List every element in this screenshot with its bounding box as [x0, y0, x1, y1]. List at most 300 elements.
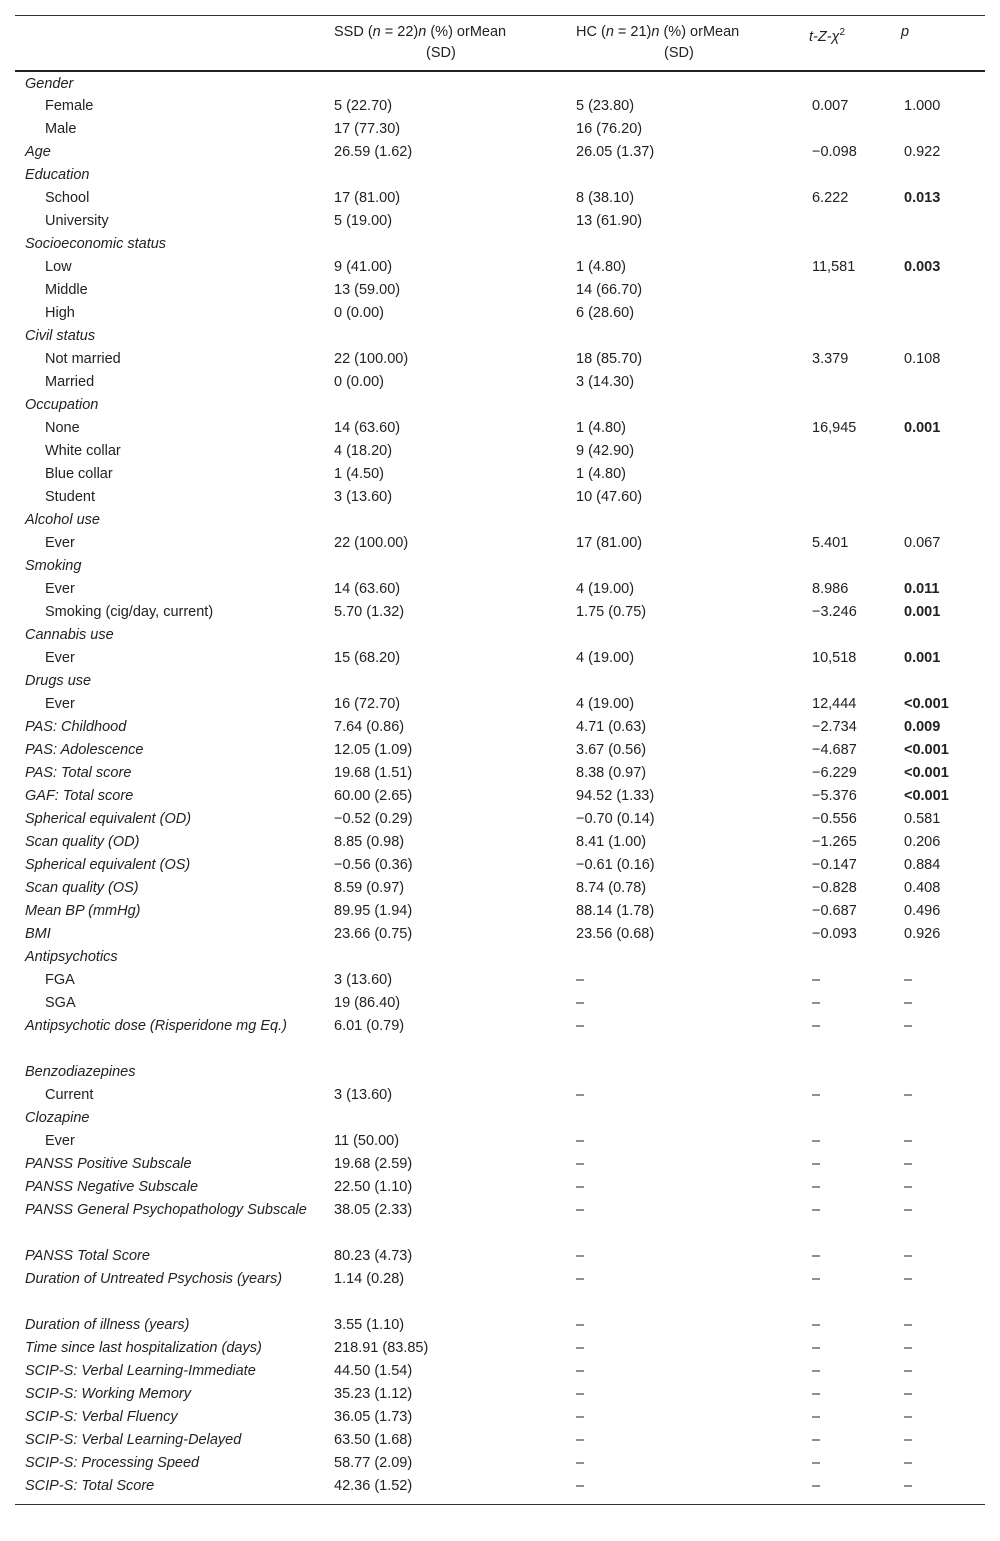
statistic-value — [794, 1061, 886, 1084]
statistic-value: – — [812, 1179, 821, 1195]
table-row — [15, 808, 985, 831]
p-value — [886, 486, 985, 509]
ssd-value: 23.66 (0.75) — [334, 926, 413, 942]
table-row — [15, 877, 985, 900]
row-label: Ever — [45, 650, 75, 666]
statistic-value: – — [812, 1087, 821, 1103]
ssd-value: 15 (68.20) — [334, 650, 401, 666]
table-body — [15, 71, 985, 1504]
p-value: – — [904, 1087, 913, 1103]
p-value: – — [886, 1475, 985, 1504]
p-value: 0.884 — [904, 857, 941, 873]
row-label: Occupation — [25, 397, 99, 413]
p-value: – — [904, 995, 913, 1011]
p-value: – — [904, 1156, 913, 1172]
p-value: 0.496 — [904, 903, 941, 919]
p-value — [886, 946, 985, 969]
statistic-value: – — [812, 1248, 821, 1264]
row-label: Socioeconomic status — [25, 236, 167, 252]
row-label: Scan quality (OS) — [25, 880, 139, 896]
hc-value: – — [576, 1018, 585, 1034]
ssd-value — [319, 624, 561, 647]
statistic-value: – — [794, 1475, 886, 1504]
hc-value — [561, 164, 794, 187]
ssd-value — [319, 509, 561, 532]
statistic-value: −0.687 — [812, 903, 857, 919]
statistic-value: −0.556 — [812, 811, 857, 827]
table-row — [15, 647, 985, 670]
table-row — [15, 670, 985, 693]
p-value: – — [904, 972, 913, 988]
hc-value: 1.75 (0.75) — [576, 604, 647, 620]
statistic-value — [794, 1107, 886, 1130]
table-header — [15, 16, 985, 72]
statistic-value: −0.098 — [812, 144, 857, 160]
table-row — [15, 1176, 985, 1199]
statistic-value: −0.828 — [812, 880, 857, 896]
row-label: High — [45, 305, 75, 321]
ssd-value: 8.85 (0.98) — [334, 834, 405, 850]
table-row — [15, 371, 985, 394]
ssd-value: 11 (50.00) — [334, 1133, 400, 1149]
hc-value: 3 (14.30) — [576, 374, 635, 390]
row-label: GAF: Total score — [25, 788, 134, 804]
p-value — [886, 325, 985, 348]
statistic-value: – — [812, 1340, 821, 1356]
table-row — [15, 440, 985, 463]
table-row — [15, 854, 985, 877]
statistic-value: 5.401 — [812, 535, 849, 551]
ssd-value: 35.23 (1.12) — [334, 1386, 413, 1402]
hc-value: – — [576, 1386, 585, 1402]
hc-value: 6 (28.60) — [576, 305, 635, 321]
statistic-value: – — [812, 972, 821, 988]
statistic-value: −0.093 — [812, 926, 857, 942]
ssd-value: 12.05 (1.09) — [334, 742, 413, 758]
row-label: Duration of illness (years) — [25, 1317, 190, 1333]
table-row — [15, 187, 985, 210]
hc-value — [561, 670, 794, 693]
row-label: Civil status — [25, 328, 96, 344]
ssd-value: 0 (0.00) — [334, 305, 384, 321]
row-label: Antipsychotics — [25, 949, 118, 965]
hc-value: 13 (61.90) — [576, 213, 643, 229]
hc-value: – — [576, 1202, 585, 1218]
ssd-value: 0 (0.00) — [334, 374, 384, 390]
table-row — [15, 946, 985, 969]
row-label: SCIP-S: Verbal Fluency — [25, 1409, 178, 1425]
ssd-value: 22 (100.00) — [334, 535, 409, 551]
row-label: Blue collar — [45, 466, 113, 482]
hc-value: 18 (85.70) — [576, 351, 643, 367]
row-label: Low — [45, 259, 72, 275]
hc-value — [561, 946, 794, 969]
row-label: Clozapine — [25, 1110, 90, 1126]
p-value: – — [904, 1455, 913, 1471]
hc-value: 8 (38.10) — [576, 190, 635, 206]
statistic-value — [794, 463, 886, 486]
p-value: 0.003 — [904, 259, 941, 275]
ssd-value: 14 (63.60) — [334, 420, 401, 436]
statistic-value: – — [812, 1271, 821, 1287]
table-row — [15, 969, 985, 992]
ssd-value: 1.14 (0.28) — [334, 1271, 405, 1287]
p-value — [886, 302, 985, 325]
hc-value — [561, 1107, 794, 1130]
p-value: 0.001 — [904, 604, 941, 620]
ssd-value: 63.50 (1.68) — [334, 1432, 413, 1448]
table-row — [15, 1429, 985, 1452]
hc-value: – — [576, 1409, 585, 1425]
table-row — [15, 141, 985, 164]
table-row — [15, 463, 985, 486]
table-row — [15, 532, 985, 555]
hc-value: 26.05 (1.37) — [576, 144, 655, 160]
table-row — [15, 1360, 985, 1383]
table-row — [15, 601, 985, 624]
ssd-value — [319, 325, 561, 348]
table-row — [15, 118, 985, 141]
row-label: Drugs use — [25, 673, 92, 689]
ssd-value — [319, 1061, 561, 1084]
ssd-value: 42.36 (1.52) — [319, 1475, 561, 1504]
hc-value — [561, 71, 794, 95]
statistic-value: 6.222 — [812, 190, 849, 206]
p-value: 0.001 — [904, 650, 941, 666]
p-value — [886, 624, 985, 647]
hc-value: – — [576, 1363, 585, 1379]
p-value: – — [904, 1317, 913, 1333]
row-label: Alcohol use — [25, 512, 100, 528]
statistic-value: 0.007 — [812, 98, 849, 114]
row-label: Scan quality (OD) — [25, 834, 140, 850]
ssd-value: 38.05 (2.33) — [334, 1202, 413, 1218]
table-row — [15, 693, 985, 716]
ssd-value: 3 (13.60) — [334, 1087, 393, 1103]
hc-value: 4.71 (0.63) — [576, 719, 647, 735]
table-row — [15, 1015, 985, 1061]
hc-value: 8.41 (1.00) — [576, 834, 647, 850]
hc-value — [561, 394, 794, 417]
table-row — [15, 509, 985, 532]
table-row — [15, 762, 985, 785]
table-row — [15, 1337, 985, 1360]
p-value — [886, 555, 985, 578]
hc-value: 4 (19.00) — [576, 581, 635, 597]
hc-value — [561, 1061, 794, 1084]
row-label: School — [45, 190, 90, 206]
statistic-value — [794, 71, 886, 95]
hc-value: 8.74 (0.78) — [576, 880, 647, 896]
row-label: Smoking — [25, 558, 82, 574]
table-row — [15, 1084, 985, 1107]
hc-value — [561, 555, 794, 578]
row-label: Female — [45, 98, 94, 114]
hc-value: 1 (4.80) — [576, 259, 626, 275]
p-value — [886, 670, 985, 693]
hc-value: – — [576, 1248, 585, 1264]
table-row — [15, 1406, 985, 1429]
hc-value: 23.56 (0.68) — [576, 926, 655, 942]
p-value: 1.000 — [904, 98, 941, 114]
table-row — [15, 992, 985, 1015]
row-label: Gender — [25, 76, 74, 92]
statistic-value: – — [812, 1455, 821, 1471]
statistic-value: 12,444 — [812, 696, 857, 712]
ssd-value: 89.95 (1.94) — [334, 903, 413, 919]
row-label: SCIP-S: Working Memory — [25, 1386, 191, 1402]
statistic-value: – — [812, 1409, 821, 1425]
hc-value: – — [576, 1455, 585, 1471]
table-row — [15, 1153, 985, 1176]
row-label: Time since last hospitalization (days) — [25, 1340, 262, 1356]
hc-value: – — [576, 1133, 585, 1149]
p-value: 0.011 — [904, 581, 940, 597]
row-label: FGA — [45, 972, 75, 988]
p-value: 0.408 — [904, 880, 941, 896]
hc-value: – — [576, 972, 585, 988]
p-value — [886, 394, 985, 417]
row-label: Student — [45, 489, 95, 505]
p-value — [886, 164, 985, 187]
ssd-value: 26.59 (1.62) — [334, 144, 413, 160]
ssd-value — [319, 1107, 561, 1130]
statistic-value: – — [812, 1018, 821, 1034]
table-row — [15, 1061, 985, 1084]
row-label: SGA — [45, 995, 76, 1011]
statistic-value: −0.147 — [812, 857, 857, 873]
row-label: Married — [45, 374, 95, 390]
row-label: PAS: Total score — [25, 765, 132, 781]
row-label: Spherical equivalent (OD) — [25, 811, 192, 827]
statistic-value — [794, 325, 886, 348]
p-value: 0.067 — [904, 535, 941, 551]
statistic-value: – — [812, 1363, 821, 1379]
statistic-value: – — [812, 1386, 821, 1402]
row-label: None — [45, 420, 80, 436]
p-value — [886, 463, 985, 486]
hc-value: 14 (66.70) — [576, 282, 643, 298]
p-value — [886, 509, 985, 532]
ssd-value: 9 (41.00) — [334, 259, 393, 275]
statistic-value: – — [812, 1133, 821, 1149]
row-label: Age — [25, 144, 51, 160]
hc-value: 16 (76.20) — [576, 121, 643, 137]
demographics-table — [15, 15, 985, 1505]
ssd-value — [319, 555, 561, 578]
hc-value: 1 (4.80) — [576, 420, 626, 436]
statistic-value — [794, 509, 886, 532]
table-row — [15, 716, 985, 739]
row-label: Mean BP (mmHg) — [25, 903, 141, 919]
p-value — [886, 1107, 985, 1130]
statistic-value — [794, 394, 886, 417]
ssd-value: 80.23 (4.73) — [334, 1248, 413, 1264]
table-row — [15, 739, 985, 762]
p-value: 0.206 — [904, 834, 941, 850]
table-row — [15, 394, 985, 417]
statistic-value: 8.986 — [812, 581, 849, 597]
statistic-value — [794, 210, 886, 233]
row-label: PANSS Negative Subscale — [25, 1179, 199, 1195]
statistic-value — [794, 164, 886, 187]
hc-value: 3.67 (0.56) — [576, 742, 647, 758]
p-value — [886, 1061, 985, 1084]
row-label: PAS: Adolescence — [25, 742, 144, 758]
table-row — [15, 486, 985, 509]
hc-value: 5 (23.80) — [576, 98, 635, 114]
ssd-value — [319, 394, 561, 417]
p-value: – — [904, 1409, 913, 1425]
table-row — [15, 71, 985, 95]
ssd-value: 3.55 (1.10) — [334, 1317, 405, 1333]
row-label: PAS: Childhood — [25, 719, 127, 735]
p-value: – — [904, 1133, 913, 1149]
row-label: Ever — [45, 1133, 75, 1149]
row-label: SCIP-S: Processing Speed — [25, 1455, 200, 1471]
table-row — [15, 1245, 985, 1268]
ssd-value: 13 (59.00) — [334, 282, 401, 298]
table-row — [15, 923, 985, 946]
ssd-value: 8.59 (0.97) — [334, 880, 405, 896]
p-value: 0.001 — [904, 420, 941, 436]
table-row — [15, 302, 985, 325]
statistic-value: – — [812, 1432, 821, 1448]
statistic-value — [794, 302, 886, 325]
row-label: Middle — [45, 282, 88, 298]
header-ssd — [319, 16, 561, 72]
p-value: 0.926 — [904, 926, 941, 942]
hc-value: 4 (19.00) — [576, 696, 635, 712]
row-label: Ever — [45, 696, 75, 712]
p-value: – — [904, 1018, 913, 1034]
hc-value — [561, 325, 794, 348]
p-value: – — [904, 1179, 913, 1195]
p-value — [886, 118, 985, 141]
p-value — [886, 210, 985, 233]
table-row — [15, 900, 985, 923]
hc-value: 17 (81.00) — [576, 535, 643, 551]
row-label: Benzodiazepines — [25, 1064, 136, 1080]
ssd-value: −0.52 (0.29) — [334, 811, 413, 827]
statistic-value — [794, 946, 886, 969]
table-row — [15, 1199, 985, 1245]
ssd-value: 5 (22.70) — [334, 98, 393, 114]
header-empty-cell — [15, 16, 319, 72]
statistic-value — [794, 440, 886, 463]
row-label: PANSS General Psychopathology Subscale — [25, 1202, 307, 1218]
ssd-value: 44.50 (1.54) — [334, 1363, 413, 1379]
header-statistic: $t-Z-\chi^2$ — [794, 16, 886, 72]
header-ssd-line2: (SD) — [426, 45, 456, 61]
hc-value: – — [576, 1087, 585, 1103]
hc-value: 88.14 (1.78) — [576, 903, 655, 919]
ssd-value — [319, 233, 561, 256]
ssd-value: 19.68 (2.59) — [334, 1156, 413, 1172]
statistic-value — [794, 670, 886, 693]
ssd-value: 5.70 (1.32) — [334, 604, 405, 620]
table-row — [15, 256, 985, 279]
row-label: PANSS Positive Subscale — [25, 1156, 192, 1172]
ssd-value: 218.91 (83.85) — [334, 1340, 429, 1356]
p-value: 0.009 — [904, 719, 941, 735]
row-label: Ever — [45, 581, 75, 597]
ssd-value: 1 (4.50) — [334, 466, 384, 482]
p-value — [886, 279, 985, 302]
statistic-value — [794, 555, 886, 578]
p-value: <0.001 — [904, 696, 949, 712]
p-value: – — [904, 1202, 913, 1218]
row-label: Education — [25, 167, 90, 183]
ssd-value: −0.56 (0.36) — [334, 857, 413, 873]
table-row — [15, 1314, 985, 1337]
table-row — [15, 210, 985, 233]
header-hc — [561, 16, 794, 72]
hc-value: – — [576, 1271, 585, 1287]
table-row — [15, 1475, 985, 1504]
p-value: <0.001 — [904, 788, 949, 804]
statistic-value: – — [812, 995, 821, 1011]
ssd-value: 22 (100.00) — [334, 351, 409, 367]
ssd-value: 19 (86.40) — [334, 995, 401, 1011]
ssd-value: 17 (77.30) — [334, 121, 401, 137]
header-hc-line1: HC (n = 21)n (%) orMean — [576, 24, 740, 40]
row-label: BMI — [25, 926, 51, 942]
hc-value: −0.61 (0.16) — [576, 857, 655, 873]
row-label: Duration of Untreated Psychosis (years) — [25, 1271, 283, 1287]
p-value — [886, 233, 985, 256]
table-row — [15, 1383, 985, 1406]
hc-value: – — [576, 1156, 585, 1172]
header-hc-line2: (SD) — [664, 45, 694, 61]
row-label: SCIP-S: Total Score — [15, 1475, 319, 1504]
table-row — [15, 95, 985, 118]
ssd-value: 7.64 (0.86) — [334, 719, 405, 735]
ssd-value: 22.50 (1.10) — [334, 1179, 413, 1195]
ssd-value: 3 (13.60) — [334, 972, 393, 988]
hc-value: – — [576, 1317, 585, 1333]
hc-value: 1 (4.80) — [576, 466, 626, 482]
row-label: Not married — [45, 351, 121, 367]
ssd-value: 6.01 (0.79) — [334, 1018, 405, 1034]
statistic-value: – — [812, 1156, 821, 1172]
row-label: Current — [45, 1087, 94, 1103]
row-label: Spherical equivalent (OS) — [25, 857, 191, 873]
ssd-value — [319, 164, 561, 187]
ssd-value: 4 (18.20) — [334, 443, 393, 459]
hc-value: – — [576, 1340, 585, 1356]
table-row — [15, 831, 985, 854]
table-row — [15, 1130, 985, 1153]
statistic-value: −3.246 — [812, 604, 857, 620]
p-value — [886, 371, 985, 394]
p-value: 0.108 — [904, 351, 941, 367]
ssd-value: 19.68 (1.51) — [334, 765, 413, 781]
statistic-value: 11,581 — [812, 259, 856, 275]
p-value: – — [904, 1271, 913, 1287]
hc-value: 8.38 (0.97) — [576, 765, 647, 781]
ssd-value — [319, 71, 561, 95]
statistic-value: 3.379 — [812, 351, 849, 367]
table-row — [15, 348, 985, 371]
hc-value — [561, 624, 794, 647]
hc-value: – — [561, 1475, 794, 1504]
hc-value: – — [576, 1432, 585, 1448]
hc-value: 4 (19.00) — [576, 650, 635, 666]
p-value: – — [904, 1363, 913, 1379]
ssd-value: 3 (13.60) — [334, 489, 393, 505]
row-label: University — [45, 213, 109, 229]
